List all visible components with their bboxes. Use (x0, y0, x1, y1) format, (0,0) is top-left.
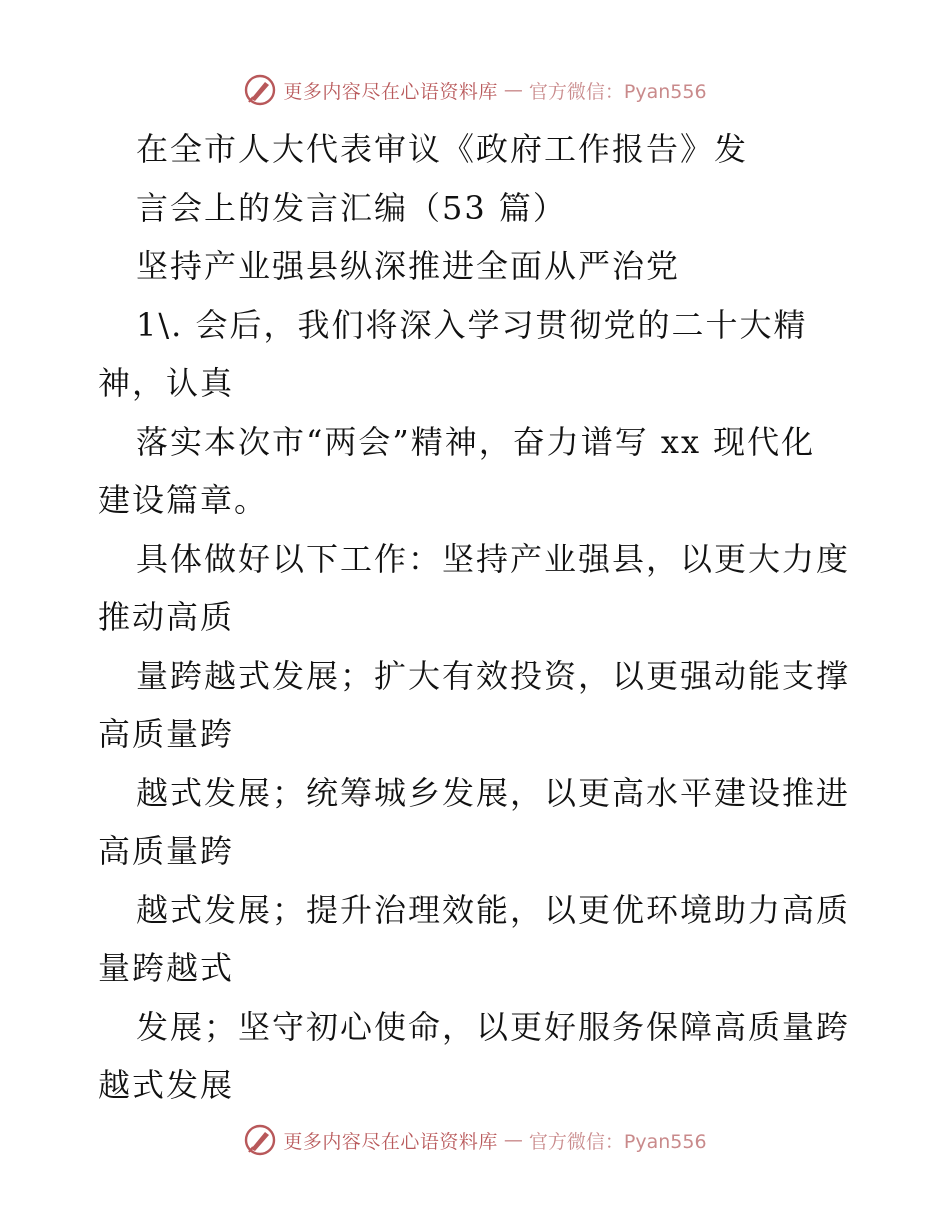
text-line: 发展；坚守初心使命，以更好服务保障高质量跨 (136, 1007, 851, 1046)
text-line: 建设篇章。 (98, 481, 269, 519)
watermark-wechat: 官方微信：Pyan556 (528, 80, 707, 103)
text-line: 具体做好以下工作：坚持产业强县，以更大力度 (136, 539, 851, 578)
text-line: 在全市人大代表审议《政府工作报告》发 (136, 130, 749, 168)
watermark-header (0, 70, 950, 110)
text-line: 量跨越式发展；扩大有效投资，以更强动能支撑 (136, 656, 851, 695)
text-line: 落实本次市“两会”精神，奋力谱写 xx 现代化 (136, 422, 816, 461)
watermark-footer (0, 1120, 950, 1160)
text-line: 高质量跨 (98, 832, 235, 870)
text-line: 越式发展；统筹城乡发展，以更高水平建设推进 (136, 773, 851, 812)
text-line: 言会上的发言汇编（53 篇） (136, 188, 567, 227)
text-line: 量跨越式 (98, 949, 235, 987)
text-line: 1\. 会后，我们将深入学习贯彻党的二十大精 (136, 305, 808, 344)
watermark-text: 更多内容尽在心语资料库 (283, 80, 498, 103)
watermark-separator: — (503, 1129, 523, 1151)
text-line: 高质量跨 (98, 715, 235, 753)
quill-logo-icon (243, 1123, 277, 1157)
text-line: 神，认真 (98, 364, 235, 402)
watermark-wechat: 官方微信：Pyan556 (528, 1130, 707, 1153)
text-line: 越式发展；提升治理效能，以更优环境助力高质 (136, 890, 851, 929)
text-line: 推动高质 (98, 598, 235, 636)
document-body (98, 120, 852, 1115)
quill-logo-icon (243, 73, 277, 107)
watermark-separator: — (503, 79, 523, 101)
watermark-text: 更多内容尽在心语资料库 (283, 1130, 498, 1153)
text-line: 越式发展 (98, 1066, 235, 1104)
text-line: 坚持产业强县纵深推进全面从严治党 (136, 247, 681, 285)
